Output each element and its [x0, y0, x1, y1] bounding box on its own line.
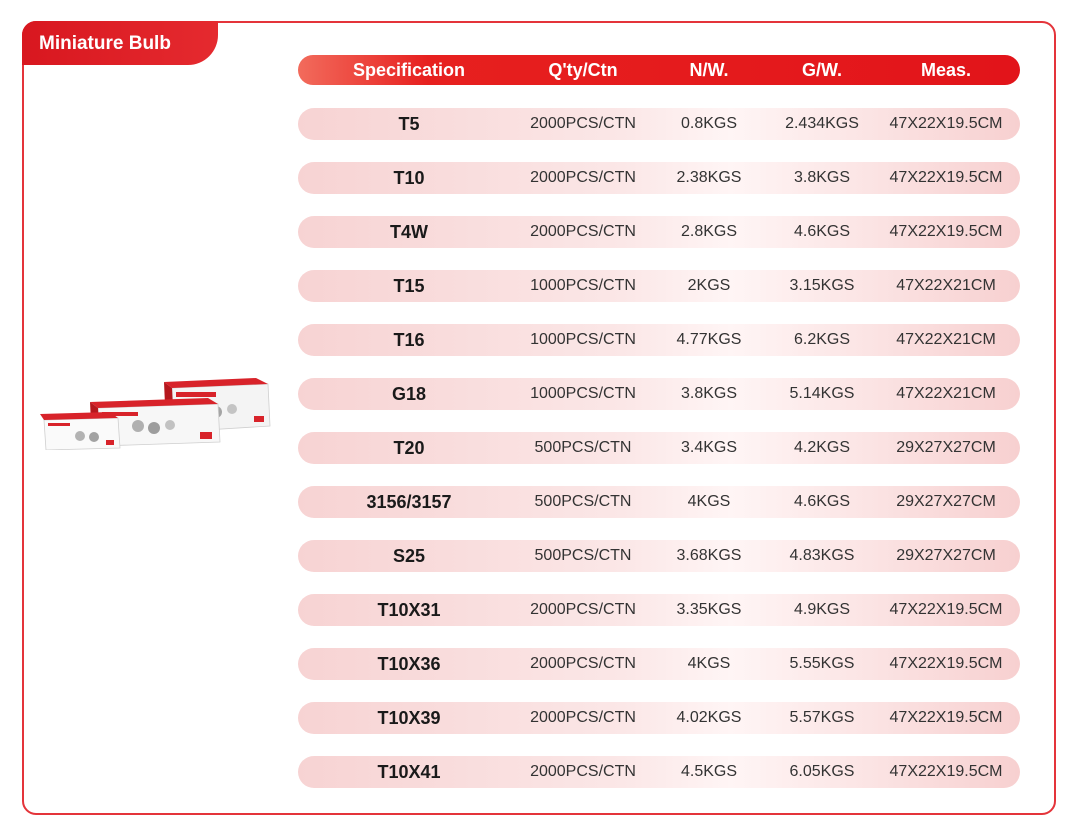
- cell-quantity-per-carton: 2000PCS/CTN: [530, 601, 636, 618]
- cell-gross-weight: 3.8KGS: [793, 169, 851, 186]
- cell-net-weight: 4.5KGS: [680, 763, 738, 780]
- cell-specification: S25: [392, 545, 426, 566]
- cell-quantity-per-carton: 1000PCS/CTN: [530, 385, 636, 402]
- cell-specification: T10X31: [377, 599, 441, 620]
- cell-measurement: 47X22X19.5CM: [889, 763, 1003, 780]
- cell-gross-weight: 4.83KGS: [789, 547, 855, 564]
- cell-net-weight: 4.77KGS: [676, 331, 742, 348]
- table-row: [298, 648, 1020, 680]
- cell-net-weight: 2KGS: [687, 277, 731, 294]
- table-row: [298, 162, 1020, 194]
- header-measurement: Meas.: [920, 59, 972, 80]
- cell-gross-weight: 4.2KGS: [793, 439, 851, 456]
- header-net-weight: N/W.: [689, 59, 729, 80]
- cell-measurement: 47X22X19.5CM: [889, 601, 1003, 618]
- cell-net-weight: 3.68KGS: [676, 547, 742, 564]
- table-row: [298, 540, 1020, 572]
- cell-quantity-per-carton: 500PCS/CTN: [534, 547, 632, 564]
- cell-quantity-per-carton: 500PCS/CTN: [534, 493, 632, 510]
- cell-quantity-per-carton: 2000PCS/CTN: [530, 763, 636, 780]
- table-row: [298, 702, 1020, 734]
- product-boxes-image: [40, 378, 272, 450]
- cell-specification: G18: [391, 383, 427, 404]
- section-title: Miniature Bulb: [22, 21, 218, 65]
- header-gross-weight: G/W.: [802, 59, 842, 80]
- table-row: [298, 378, 1020, 410]
- cell-gross-weight: 6.2KGS: [793, 331, 851, 348]
- cell-measurement: 47X22X19.5CM: [889, 655, 1003, 672]
- table-row: [298, 216, 1020, 248]
- cell-net-weight: 3.4KGS: [680, 439, 738, 456]
- cell-measurement: 29X27X27CM: [896, 547, 996, 564]
- table-row: [298, 270, 1020, 302]
- cell-net-weight: 0.8KGS: [680, 115, 738, 132]
- cell-net-weight: 4.02KGS: [676, 709, 742, 726]
- cell-specification: T4W: [390, 221, 428, 242]
- cell-gross-weight: 4.6KGS: [793, 223, 851, 240]
- cell-measurement: 29X27X27CM: [896, 493, 996, 510]
- cell-measurement: 47X22X19.5CM: [889, 169, 1003, 186]
- table-row: [298, 756, 1020, 788]
- table-row: [298, 432, 1020, 464]
- cell-net-weight: 3.35KGS: [676, 601, 742, 618]
- cell-quantity-per-carton: 2000PCS/CTN: [530, 169, 636, 186]
- table-row: [298, 108, 1020, 140]
- cell-measurement: 47X22X21CM: [896, 277, 996, 294]
- cell-quantity-per-carton: 1000PCS/CTN: [530, 331, 636, 348]
- cell-quantity-per-carton: 2000PCS/CTN: [530, 115, 636, 132]
- cell-specification: T16: [393, 329, 425, 350]
- cell-gross-weight: 5.57KGS: [789, 709, 855, 726]
- header-quantity-per-carton: Q'ty/Ctn: [548, 59, 618, 80]
- cell-net-weight: 3.8KGS: [680, 385, 738, 402]
- cell-net-weight: 4KGS: [687, 493, 731, 510]
- cell-measurement: 47X22X19.5CM: [889, 709, 1003, 726]
- cell-quantity-per-carton: 2000PCS/CTN: [530, 655, 636, 672]
- cell-net-weight: 2.38KGS: [676, 169, 742, 186]
- cell-specification: T15: [393, 275, 425, 296]
- cell-measurement: 29X27X27CM: [896, 439, 996, 456]
- cell-gross-weight: 3.15KGS: [789, 277, 855, 294]
- cell-measurement: 47X22X19.5CM: [889, 223, 1003, 240]
- cell-net-weight: 4KGS: [687, 655, 731, 672]
- table-header: [298, 55, 1020, 85]
- cell-gross-weight: 5.14KGS: [789, 385, 855, 402]
- cell-gross-weight: 6.05KGS: [789, 763, 855, 780]
- cell-gross-weight: 4.6KGS: [793, 493, 851, 510]
- cell-specification: T10X41: [377, 761, 441, 782]
- cell-gross-weight: 2.434KGS: [785, 115, 859, 132]
- cell-specification: T5: [398, 113, 420, 134]
- table-row: [298, 324, 1020, 356]
- cell-gross-weight: 5.55KGS: [789, 655, 855, 672]
- header-specification: Specification: [352, 59, 466, 80]
- cell-quantity-per-carton: 2000PCS/CTN: [530, 223, 636, 240]
- cell-gross-weight: 4.9KGS: [793, 601, 851, 618]
- cell-specification: T20: [393, 437, 425, 458]
- cell-measurement: 47X22X21CM: [896, 385, 996, 402]
- cell-quantity-per-carton: 500PCS/CTN: [534, 439, 632, 456]
- cell-specification: 3156/3157: [366, 491, 452, 512]
- table-row: [298, 594, 1020, 626]
- cell-measurement: 47X22X21CM: [896, 331, 996, 348]
- cell-specification: T10: [393, 167, 425, 188]
- cell-specification: T10X39: [377, 707, 441, 728]
- cell-net-weight: 2.8KGS: [680, 223, 738, 240]
- table-row: [298, 486, 1020, 518]
- cell-measurement: 47X22X19.5CM: [889, 115, 1003, 132]
- cell-specification: T10X36: [377, 653, 441, 674]
- cell-quantity-per-carton: 1000PCS/CTN: [530, 277, 636, 294]
- cell-quantity-per-carton: 2000PCS/CTN: [530, 709, 636, 726]
